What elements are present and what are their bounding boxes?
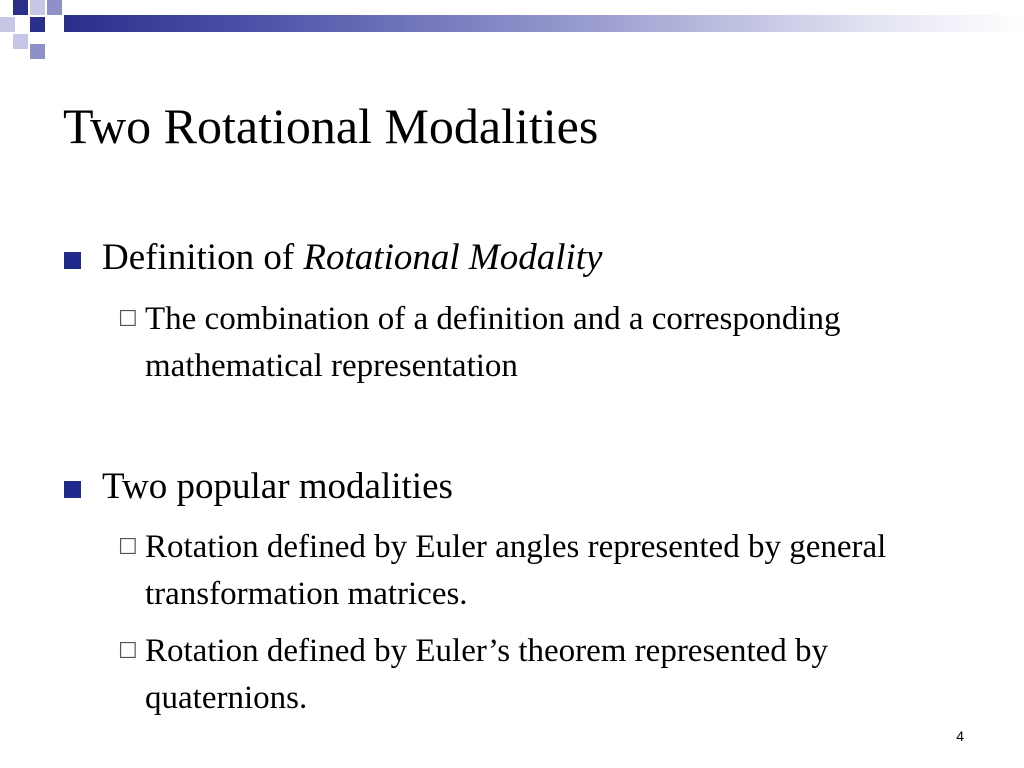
filled-square-bullet-icon xyxy=(64,481,81,498)
bullet-text: Two popular modalities xyxy=(102,466,453,507)
header-square-mid xyxy=(47,0,62,15)
header-square-light xyxy=(0,17,15,32)
page-number: 4 xyxy=(956,728,964,744)
header-gradient-bar xyxy=(64,15,1024,32)
header-square-mid xyxy=(30,44,45,59)
header-square-dark xyxy=(30,17,45,32)
bullet-text-plain: Definition of xyxy=(102,237,304,278)
hollow-square-bullet-icon: ☐ xyxy=(118,639,138,664)
header-square-light xyxy=(13,34,28,49)
sub-bullet-text: The combination of a definition and a corresponding mathematical representation xyxy=(145,301,841,384)
header-square-light xyxy=(30,0,45,15)
slide-title: Two Rotational Modalities xyxy=(63,98,599,154)
filled-square-bullet-icon xyxy=(64,252,81,269)
sub-bullet-text: Rotation defined by Euler angles represented by general transformation matrices. xyxy=(145,529,887,612)
hollow-square-bullet-icon: ☐ xyxy=(118,307,138,332)
bullet-text-italic: Rotational Modality xyxy=(303,237,603,278)
bullet-text xyxy=(102,236,602,280)
sub-bullet-text: Rotation defined by Euler’s theorem represented by quaternions. xyxy=(145,633,829,716)
hollow-square-bullet-icon: ☐ xyxy=(118,535,138,560)
header-square-dark xyxy=(13,0,28,15)
